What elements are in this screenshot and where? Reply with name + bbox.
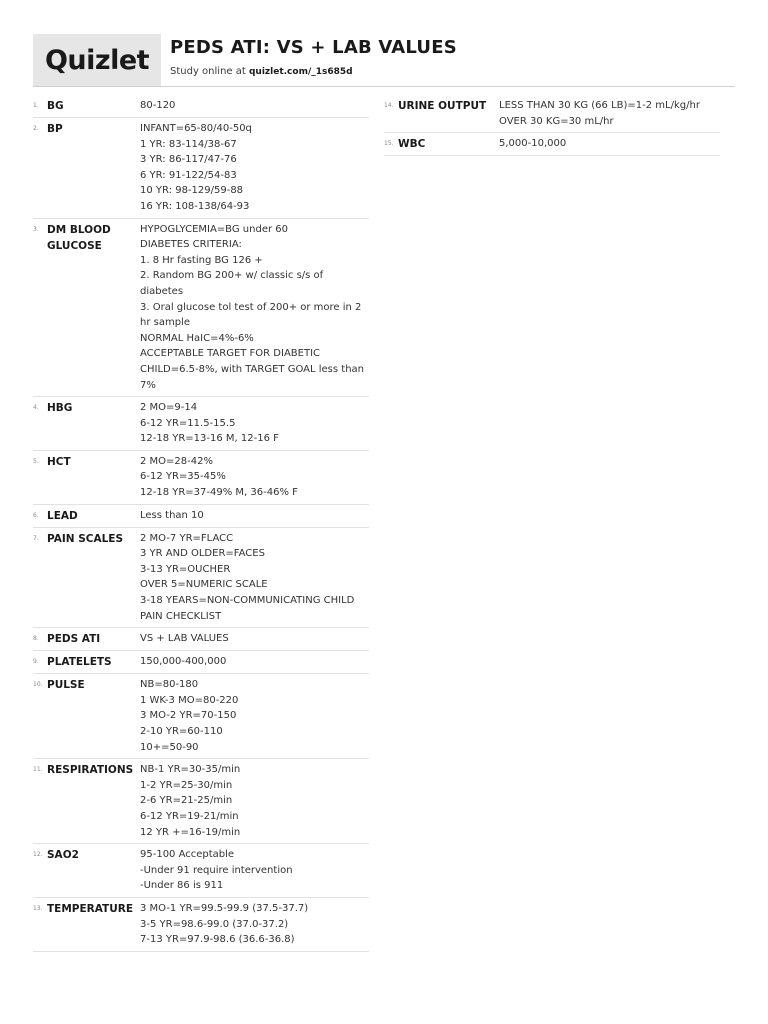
card-definition: 2 MO=28-42% 6-12 YR=35-45% 12-18 YR=37-49% M, 36-46% F (140, 455, 298, 499)
card-number: 15. (384, 140, 394, 148)
card-term: PEDS ATI (47, 633, 101, 646)
card-row (33, 898, 369, 952)
page-title: PEDS ATI: VS + LAB VALUES (170, 37, 457, 58)
card-term: HBG (47, 402, 73, 415)
card-row (384, 95, 720, 133)
card-definition: Less than 10 (140, 509, 204, 521)
card-number: 1. (33, 102, 39, 109)
card-row (33, 118, 369, 219)
card-definition: 3 MO-1 YR=99.5-99.9 (37.5-37.7) 3-5 YR=98.6-99.0 (37.0-37.2) 7-13 YR=97.9-98.6 (36.6-36.8) (140, 902, 309, 946)
card-number: 2. (33, 125, 39, 132)
card-row (33, 651, 369, 674)
card-number: 3. (33, 225, 39, 233)
card-row (33, 451, 369, 505)
card-row (33, 628, 369, 651)
card-row (33, 95, 369, 118)
card-term: BP (47, 123, 63, 135)
card-number: 6. (33, 511, 39, 519)
card-term: DM BLOOD GLUCOSE (47, 223, 111, 252)
right-card-list (384, 95, 720, 156)
card-definition: 95-100 Acceptable -Under 91 require intervention -Under 86 is 911 (140, 849, 293, 892)
card-number: 12. (33, 851, 43, 859)
card-number: 8. (33, 635, 39, 643)
card-term: WBC (398, 138, 426, 151)
card-number: 11. (33, 766, 43, 774)
card-row (33, 674, 369, 759)
page-header (33, 34, 735, 87)
card-definition: LESS THAN 30 KG (66 LB)=1-2 mL/kg/hr OVER 30 KG=30 mL/hr (499, 100, 700, 127)
card-term: URINE OUTPUT (398, 100, 487, 112)
card-number: 10. (33, 681, 43, 689)
card-definition: HYPOGLYCEMIA=BG under 60 DIABETES CRITERIA: 1. 8 Hr fasting BG 126 + 2. Random BG 200+ w/ classic s/s of diabetes 3. Oral glucose tol test of 200+ or more in 2 hr sample NORMAL HaIC=4%-6% ACCEPTABLE TARGET FOR DIABETIC CHILD=6.5-8%, with TARGET GOAL less than 7% (140, 223, 364, 391)
card-definition: 5,000-10,000 (499, 138, 567, 150)
card-term: RESPIRATIONS (47, 764, 134, 777)
card-definition: INFANT=65-80/40-50q 1 YR: 83-114/38-67 3 YR: 86-117/47-76 6 YR: 91-122/54-83 10 YR: 98-129/59-88 16 YR: 108-138/64-93 (140, 123, 252, 212)
card-definition: NB-1 YR=30-35/min 1-2 YR=25-30/min 2-6 YR=21-25/min 6-12 YR=19-21/min 12 YR +=16-19/min (140, 764, 241, 838)
card-term: HCT (47, 455, 71, 468)
page-subtitle (170, 66, 353, 77)
card-term: PLATELETS (47, 656, 112, 669)
study-url-link[interactable]: quizlet.com/_1s685d (248, 67, 353, 77)
card-definition: VS + LAB VALUES (140, 633, 229, 645)
card-number: 7. (33, 534, 39, 542)
card-term: PAIN SCALES (47, 532, 124, 545)
subtitle-prefix: Study online at (170, 66, 249, 77)
card-number: 14. (384, 102, 394, 109)
card-definition: NB=80-180 1 WK-3 MO=80-220 3 MO-2 YR=70-150 2-10 YR=60-110 10+=50-90 (140, 679, 239, 753)
card-term: SAO2 (47, 849, 79, 862)
card-number: 4. (33, 404, 39, 412)
card-row (33, 219, 369, 398)
card-definition: 150,000-400,000 (140, 656, 227, 668)
card-number: 5. (33, 457, 39, 465)
card-row (33, 844, 369, 898)
card-row (33, 759, 369, 844)
card-term: LEAD (47, 509, 78, 522)
quizlet-logo[interactable]: Quizlet (33, 34, 161, 86)
card-row (33, 505, 369, 528)
card-term: TEMPERATURE (47, 902, 133, 915)
card-term: PULSE (47, 679, 85, 692)
card-term: BG (47, 100, 64, 112)
card-row (384, 133, 720, 156)
card-definition: 2 MO=9-14 6-12 YR=11.5-15.5 12-18 YR=13-16 M, 12-16 F (140, 402, 279, 445)
card-row (33, 528, 369, 629)
card-row (33, 397, 369, 451)
card-definition: 80-120 (140, 100, 176, 111)
card-number: 13. (33, 904, 43, 912)
card-number: 9. (33, 658, 39, 666)
card-definition: 2 MO-7 YR=FLACC 3 YR AND OLDER=FACES 3-13 YR=OUCHER OVER 5=NUMERIC SCALE 3-18 YEARS=NON-COMMUNICATING CHILD PAIN CHECKLIST (140, 532, 355, 622)
left-card-list (33, 95, 369, 952)
